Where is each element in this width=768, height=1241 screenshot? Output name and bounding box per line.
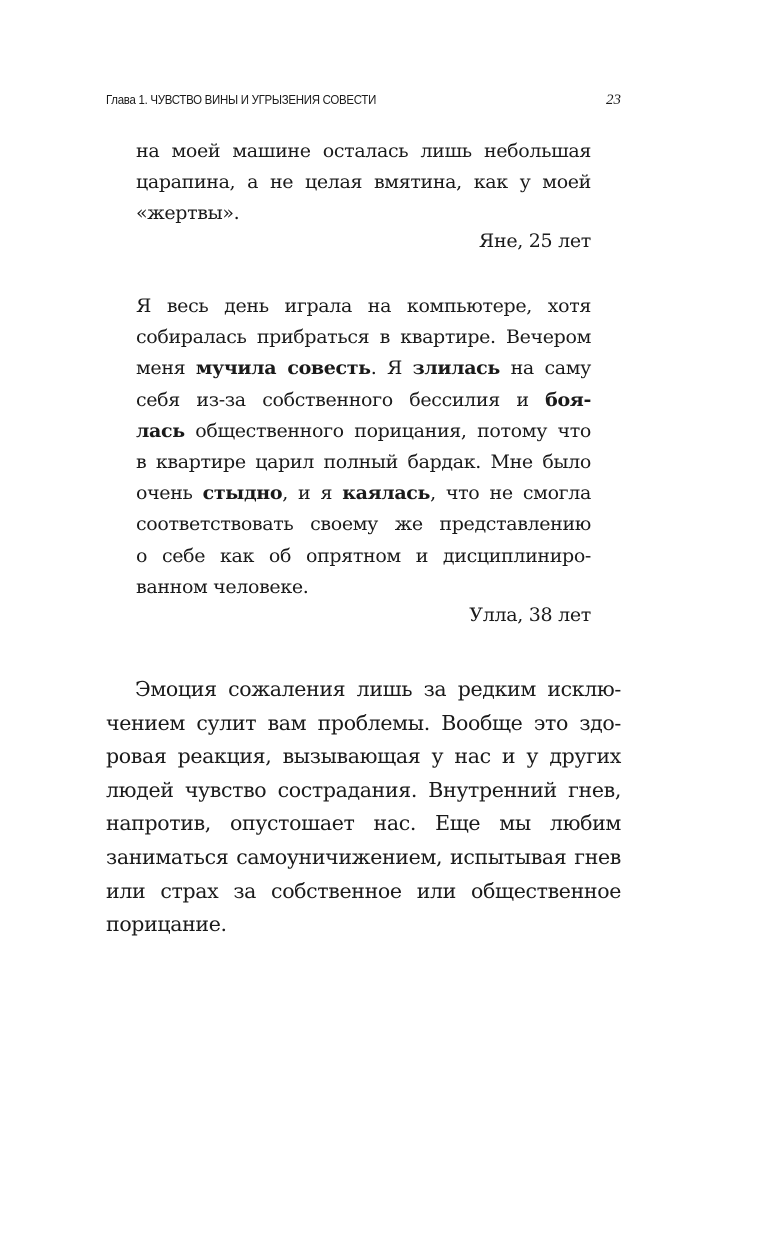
quote-line: царапина, а не целая вмятина, как у моей bbox=[136, 171, 591, 194]
quote-block-2 bbox=[136, 291, 591, 603]
quote-line: меня мучила совесть. Я злилась на саму bbox=[136, 357, 591, 380]
emphasis: лась bbox=[136, 419, 185, 442]
emphasis: мучила совесть bbox=[195, 357, 371, 380]
quote-attribution-1: Яне, 25 лет bbox=[478, 230, 591, 252]
running-head bbox=[106, 92, 621, 112]
quote-line: ванном человеке. bbox=[136, 575, 309, 598]
chapter-title: Глава 1. ЧУВСТВО ВИНЫ И УГРЫЗЕНИЯ СОВЕСТИ bbox=[106, 92, 377, 107]
quote-line: о себе как об опрятном и дисциплиниро- bbox=[136, 544, 591, 567]
paragraph-line: заниматься самоуничижением, испытывая гнев bbox=[106, 844, 621, 869]
body-paragraph bbox=[106, 673, 621, 942]
emphasis: стыдно bbox=[202, 482, 283, 505]
quote-attribution-2: Улла, 38 лет bbox=[469, 604, 591, 626]
quote-line: «жертвы». bbox=[136, 202, 240, 225]
emphasis: злилась bbox=[412, 357, 500, 380]
quote-line: себя из-за собственного бессилия и боя- bbox=[136, 388, 591, 411]
paragraph-line: чением сулит вам проблемы. Вообще это здо- bbox=[106, 710, 621, 735]
paragraph-line: или страх за собственное или общественное bbox=[106, 878, 621, 903]
quote-line: собиралась прибраться в квартире. Вечером bbox=[136, 326, 591, 349]
quote-line: Я весь день играла на компьютере, хотя bbox=[136, 295, 591, 317]
emphasis: боя- bbox=[545, 388, 591, 411]
paragraph-line: порицание. bbox=[106, 912, 227, 937]
page-number: 23 bbox=[606, 92, 621, 108]
quote-line: лась общественного порицания, потому что bbox=[136, 419, 591, 442]
paragraph-line: ровая реакция, вызывающая у нас и у других bbox=[106, 744, 621, 769]
paragraph-line: людей чувство сострадания. Внутренний гнев, bbox=[106, 777, 621, 802]
emphasis: каялась bbox=[342, 482, 431, 505]
paragraph-line: Эмоция сожаления лишь за редким исклю- bbox=[135, 677, 621, 701]
quote-line: соответствовать своему же представлению bbox=[136, 513, 591, 536]
quote-block-1 bbox=[136, 136, 591, 230]
quote-line: очень стыдно, и я каялась, что не смогла bbox=[136, 482, 591, 505]
quote-line: на моей машине осталась лишь небольшая bbox=[136, 140, 591, 162]
quote-line: в квартире царил полный бардак. Мне было bbox=[136, 450, 591, 473]
paragraph-line: напротив, опустошает нас. Еще мы любим bbox=[106, 811, 621, 836]
